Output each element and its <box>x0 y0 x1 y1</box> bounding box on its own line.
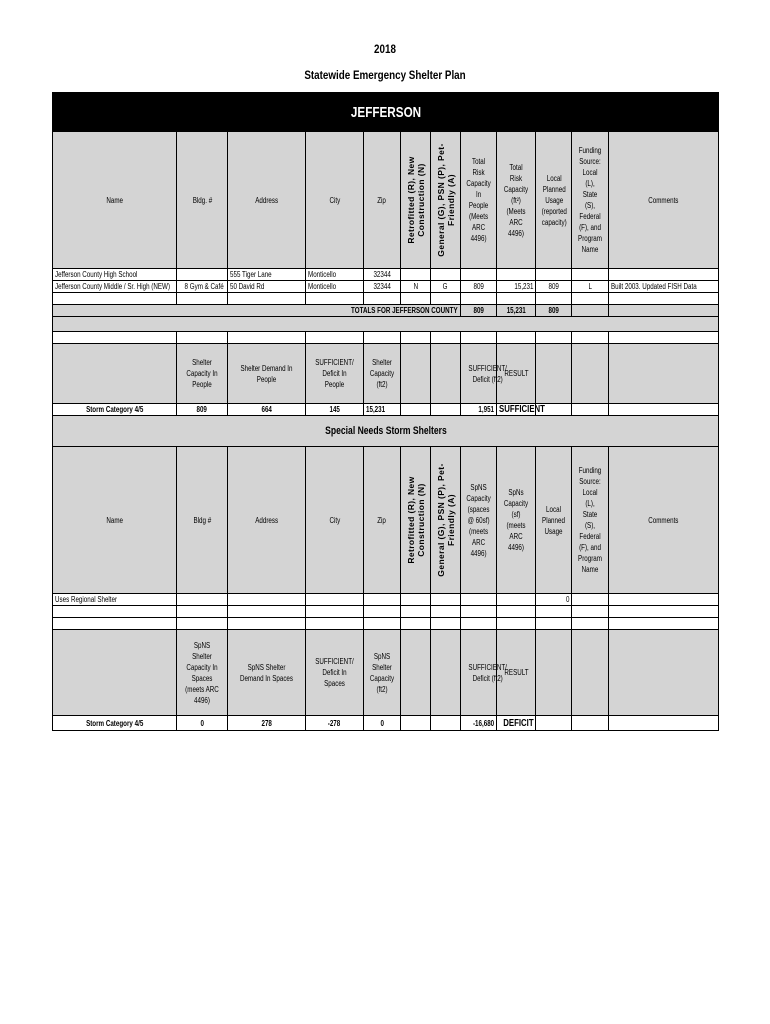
row-funding: L <box>572 281 609 293</box>
shelter-plan-sheet <box>52 92 718 731</box>
special-header-retrofitted: Retrofitted (R), New Construction (N) <box>401 447 431 594</box>
special-needs-section-row <box>53 416 719 447</box>
row-name: Jefferson County Middle / Sr. High (NEW) <box>53 281 177 293</box>
county-banner-row <box>53 93 719 132</box>
row-comments <box>609 269 719 281</box>
special-header-spns-capacity: SpNS Capacity (spaces @ 60sf) (meets ARC 4496) <box>461 447 497 594</box>
special-row-value: 0 <box>536 594 572 606</box>
table-row <box>53 281 719 293</box>
row-name: Jefferson County High School <box>53 269 177 281</box>
empty-row <box>53 618 719 630</box>
special-summary-header-capacity: SpNS Shelter Capacity In Spaces (meets ARC 4496) <box>177 630 228 716</box>
summary-sufficient: 145 <box>306 404 364 416</box>
summary-header-demand: Shelter Demand In People <box>228 344 306 404</box>
table-row <box>53 269 719 281</box>
row-cap-people <box>461 269 497 281</box>
document-year: 2018 <box>374 42 396 56</box>
header-capacity-people: Total Risk Capacity In People (Meets ARC 4496) <box>461 132 497 269</box>
special-summary-header-row <box>53 630 719 716</box>
special-header-zip: Zip <box>364 447 401 594</box>
summary-capacity: 809 <box>177 404 228 416</box>
row-local <box>536 269 572 281</box>
header-bldg: Bldg. # <box>177 132 228 269</box>
summary-label: Storm Category 4/5 <box>53 404 177 416</box>
header-address: Address <box>228 132 306 269</box>
summary-header-result: RESULT <box>497 344 536 404</box>
summary-header-deficit-ft: SUFFICIENT/ Deficit (ft2) <box>461 344 497 404</box>
special-needs-title: Special Needs Storm Shelters <box>53 416 719 447</box>
header-capacity-ft: Total Risk Capacity (ft²) (Meets ARC 4496) <box>497 132 536 269</box>
special-summary-header-demand: SpNS Shelter Demand In Spaces <box>228 630 306 716</box>
summary-demand: 664 <box>228 404 306 416</box>
row-cap-people: 809 <box>461 281 497 293</box>
summary-deficit-ft: 1,951 <box>461 404 497 416</box>
row-cap-ft: 15,231 <box>497 281 536 293</box>
row-retro: N <box>401 281 431 293</box>
row-general: G <box>431 281 461 293</box>
county-name: JEFFERSON <box>53 93 719 132</box>
divider-row <box>53 317 719 332</box>
summary-header-capacity: Shelter Capacity In People <box>177 344 228 404</box>
row-local: 809 <box>536 281 572 293</box>
row-general <box>431 269 461 281</box>
header-local-planned: Local Planned Usage (reported capacity) <box>536 132 572 269</box>
row-zip: 32344 <box>364 281 401 293</box>
special-summary-result: DEFICIT <box>497 716 536 731</box>
row-cap-ft <box>497 269 536 281</box>
special-summary-row <box>53 716 719 731</box>
special-summary-capacity: 0 <box>177 716 228 731</box>
row-zip: 32344 <box>364 269 401 281</box>
special-header-row <box>53 447 719 594</box>
shelter-header-row <box>53 132 719 269</box>
header-general: General (G), PSN (P), Pet-Friendly (A) <box>431 132 461 269</box>
totals-row <box>53 305 719 317</box>
empty-row <box>53 606 719 618</box>
header-zip: Zip <box>364 132 401 269</box>
special-header-general: General (G), PSN (P), Pet-Friendly (A) <box>431 447 461 594</box>
special-row-name: Uses Regional Shelter <box>53 594 177 606</box>
special-summary-sufficient: -278 <box>306 716 364 731</box>
totals-local: 809 <box>536 305 572 317</box>
special-summary-deficit-ft: -16,680 <box>461 716 497 731</box>
special-summary-header-deficit-ft: SUFFICIENT/ Deficit (ft2) <box>461 630 497 716</box>
special-header-local-planned: Local Planned Usage <box>536 447 572 594</box>
row-bldg <box>177 269 228 281</box>
summary-header-capacity-ft: Shelter Capacity (ft2) <box>364 344 401 404</box>
special-header-bldg: Bldg # <box>177 447 228 594</box>
special-header-comments: Comments <box>609 447 719 594</box>
header-funding: Funding Source: Local (L), State (S), Federal (F), and Program Name <box>572 132 609 269</box>
row-address: 50 David Rd <box>228 281 306 293</box>
special-summary-demand: 278 <box>228 716 306 731</box>
special-summary-header-capacity-ft: SpNS Shelter Capacity (ft2) <box>364 630 401 716</box>
row-city: Monticello <box>306 269 364 281</box>
totals-people: 809 <box>461 305 497 317</box>
summary-result: SUFFICIENT <box>497 404 536 416</box>
totals-label: TOTALS FOR JEFFERSON COUNTY <box>53 305 461 317</box>
special-summary-header-result: RESULT <box>497 630 536 716</box>
summary-header-sufficient: SUFFICIENT/ Deficit In People <box>306 344 364 404</box>
summary-capacity-ft: 15,231 <box>364 404 401 416</box>
row-comments: Built 2003. Updated FISH Data <box>609 281 719 293</box>
row-city: Monticello <box>306 281 364 293</box>
empty-row <box>53 293 719 305</box>
summary-header-row <box>53 344 719 404</box>
row-retro <box>401 269 431 281</box>
special-header-funding: Funding Source: Local (L), State (S), Federal (F), and Program Name <box>572 447 609 594</box>
special-header-city: City <box>306 447 364 594</box>
header-comments: Comments <box>609 132 719 269</box>
empty-row <box>53 332 719 344</box>
special-summary-label: Storm Category 4/5 <box>53 716 177 731</box>
row-address: 555 Tiger Lane <box>228 269 306 281</box>
header-city: City <box>306 132 364 269</box>
totals-ft: 15,231 <box>497 305 536 317</box>
row-funding <box>572 269 609 281</box>
header-retrofitted: Retrofitted (R), New Construction (N) <box>401 132 431 269</box>
row-bldg: 8 Gym & Café <box>177 281 228 293</box>
header-name: Name <box>53 132 177 269</box>
table-row <box>53 594 719 606</box>
shelter-table <box>52 92 719 731</box>
document-title: Statewide Emergency Shelter Plan <box>304 68 466 82</box>
special-header-address: Address <box>228 447 306 594</box>
summary-row <box>53 404 719 416</box>
special-summary-capacity-ft: 0 <box>364 716 401 731</box>
special-header-name: Name <box>53 447 177 594</box>
special-summary-header-sufficient: SUFFICIENT/ Deficit In Spaces <box>306 630 364 716</box>
special-header-spns-sf: SpNs Capacity (sf) (meets ARC 4496) <box>497 447 536 594</box>
